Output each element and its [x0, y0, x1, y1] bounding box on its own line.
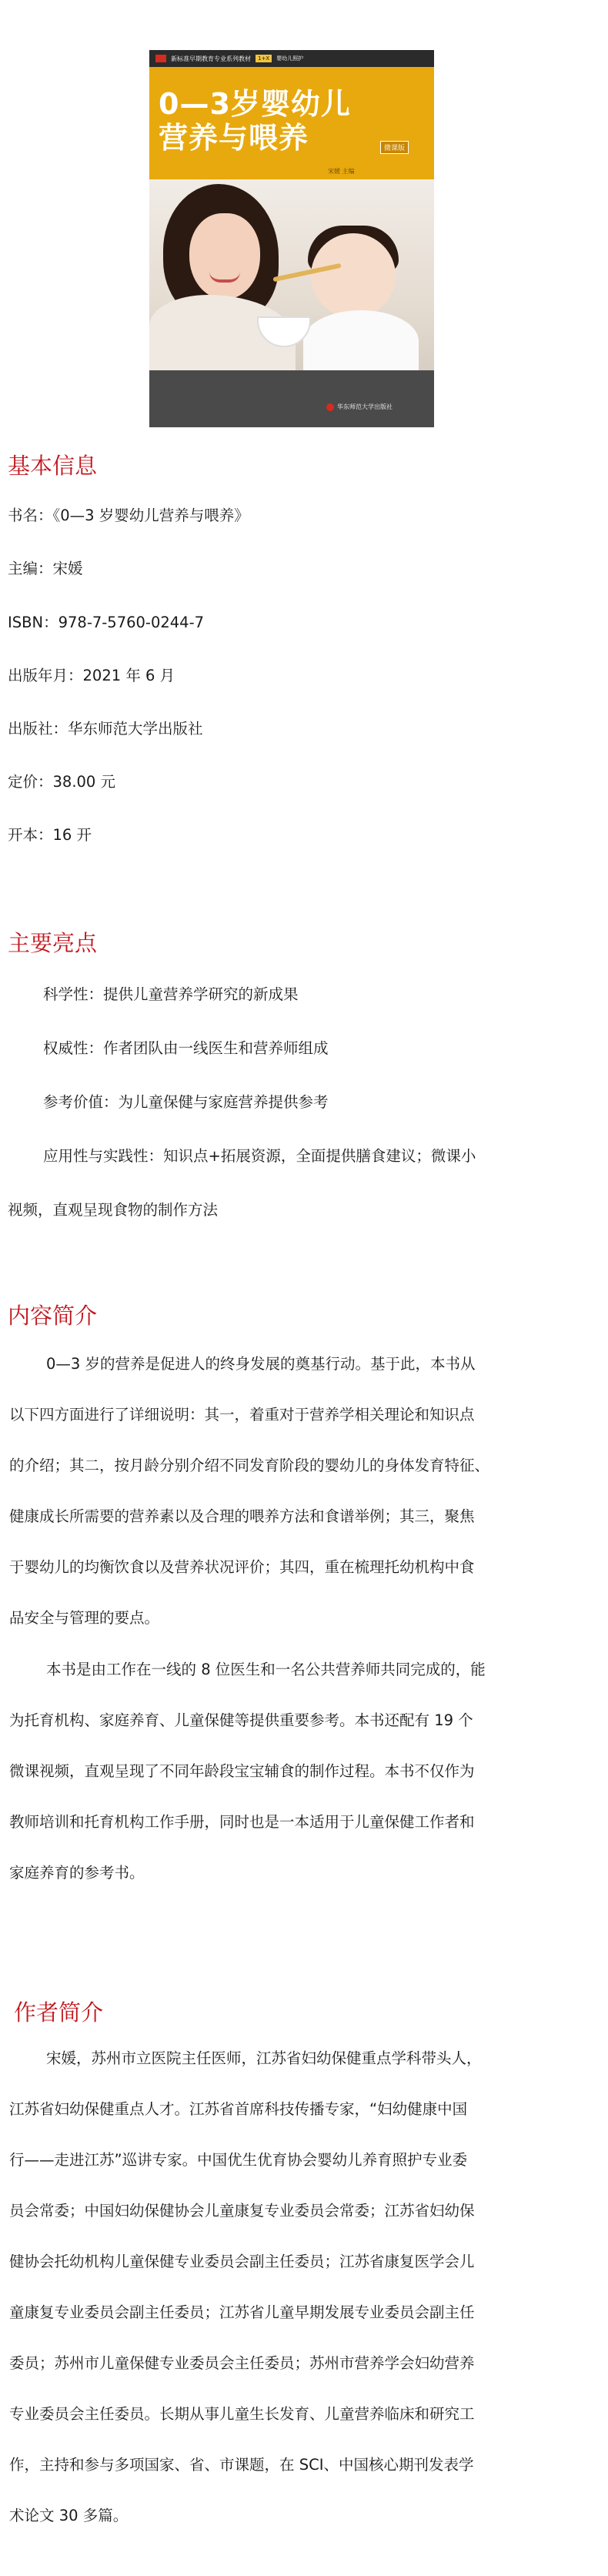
- book-cover: [149, 50, 434, 427]
- text-line: 以下四方面进行了详细说明：其一，着重对于营养学相关理论和知识点: [9, 1406, 475, 1423]
- info-publisher: 出版社：华东师范大学出版社: [8, 720, 203, 738]
- text-line: 家庭养育的参考书。: [9, 1864, 145, 1882]
- text-line: 微课视频，直观呈现了不同年龄段宝宝辅食的制作过程。本书不仅作为: [9, 1762, 475, 1780]
- text-line: 专业委员会主任委员。长期从事儿童生长发育、儿童营养临床和研究工: [9, 2405, 475, 2423]
- cover-series-bar: [149, 50, 434, 67]
- highlights-heading: 主要亮点: [8, 930, 98, 956]
- text-line: 健康成长所需要的营养素以及合理的喂养方法和食谱举例；其三，聚焦: [9, 1507, 475, 1525]
- text-line: 作，主持和参与多项国家、省、市课题，在 SCI、中国核心期刊发表学: [9, 2456, 474, 2474]
- cover-publisher: [326, 403, 393, 411]
- highlight-item: 权威性：作者团队由一线医生和营养师组成: [43, 1039, 329, 1057]
- intro-paragraph-2: [9, 1644, 600, 1899]
- highlight-item: 科学性：提供儿童营养学研究的新成果: [43, 985, 299, 1003]
- text-line: 0—3 岁的营养是促进人的终身发展的奠基行动。基于此，本书从: [46, 1355, 476, 1373]
- intro-paragraph-1: [9, 1339, 600, 1644]
- highlight-item: 视频，直观呈现食物的制作方法: [8, 1201, 219, 1219]
- info-publish-date: 出版年月：2021 年 6 月: [8, 667, 175, 684]
- cover-title-line-2: 营养与喂养: [159, 121, 309, 155]
- text-line: 健协会托幼机构儿童保健专业委员会副主任委员；江苏省康复医学会儿: [9, 2253, 475, 2270]
- text-line: 委员；苏州市儿童保健专业委员会主任委员；苏州市营养学会妇幼营养: [9, 2354, 475, 2372]
- basic-info-heading: 基本信息: [8, 453, 98, 479]
- baby-body-shape: [303, 310, 419, 372]
- series-logo-icon: [155, 55, 166, 62]
- highlight-item: 参考价值：为儿童保健与家庭营养提供参考: [43, 1093, 329, 1111]
- text-line: 于婴幼儿的均衡饮食以及营养状况评价；其四，重在梳理托幼机构中食: [9, 1558, 475, 1576]
- info-editor: 主编：宋媛: [8, 560, 83, 577]
- cover-title-line-1: 0—3岁婴幼儿: [159, 87, 351, 121]
- text-line: 的介绍；其二，按月龄分别介绍不同发育阶段的婴幼儿的身体发育特征、: [9, 1457, 490, 1474]
- author-bio: [9, 2033, 600, 2541]
- publisher-logo-icon: [326, 403, 334, 411]
- info-price: 定价：38.00 元: [8, 773, 116, 791]
- cover-tag-2: 婴幼儿照护: [276, 55, 304, 62]
- text-line: 为托育机构、家庭养育、儿童保健等提供重要参考。本书还配有 19 个: [9, 1711, 473, 1729]
- mother-face-shape: [189, 213, 260, 299]
- text-line: 术论文 30 多篇。: [9, 2507, 129, 2524]
- text-line: 教师培训和托育机构工作手册，同时也是一本适用于儿童保健工作者和: [9, 1813, 475, 1831]
- highlight-item: 应用性与实践性：知识点+拓展资源，全面提供膳食建议；微课小: [43, 1147, 476, 1165]
- text-line: 童康复专业委员会副主任委员；江苏省儿童早期发展专业委员会副主任: [9, 2303, 475, 2321]
- text-line: 品安全与管理的要点。: [9, 1609, 160, 1627]
- baby-head-shape: [311, 233, 396, 318]
- text-line: 行——走进江苏”巡讲专家。中国优生优育协会婴幼儿养育照护专业委: [9, 2151, 468, 2169]
- cover-series-text: 新标准早期教育专业系列教材: [171, 55, 251, 62]
- info-isbn: ISBN：978-7-5760-0244-7: [8, 614, 205, 631]
- intro-heading: 内容简介: [8, 1303, 98, 1329]
- text-line: 员会常委；中国妇幼保健协会儿童康复专业委员会常委；江苏省妇幼保: [9, 2202, 475, 2220]
- cover-publisher-name: 华东师范大学出版社: [337, 403, 393, 410]
- info-title: 书名：《0—3 岁婴幼儿营养与喂养》: [8, 507, 249, 524]
- cover-editor: 宋媛 主编: [328, 168, 355, 175]
- cover-tag: 1+X: [256, 55, 272, 62]
- text-line: 宋媛，苏州市立医院主任医师，江苏省妇幼保健重点学科带头人，: [46, 2049, 482, 2067]
- text-line: 本书是由工作在一线的 8 位医生和一名公共营养师共同完成的，能: [46, 1661, 486, 1678]
- cover-bottom-band: [149, 370, 434, 427]
- cover-photo-mother-feeding-baby: [149, 179, 434, 370]
- cover-edition-badge: 微课版: [380, 141, 409, 154]
- info-format: 开本：16 开: [8, 826, 92, 844]
- text-line: 江苏省妇幼保健重点人才。江苏省首席科技传播专家，“妇幼健康中国: [9, 2100, 468, 2118]
- author-heading: 作者简介: [14, 1999, 104, 2026]
